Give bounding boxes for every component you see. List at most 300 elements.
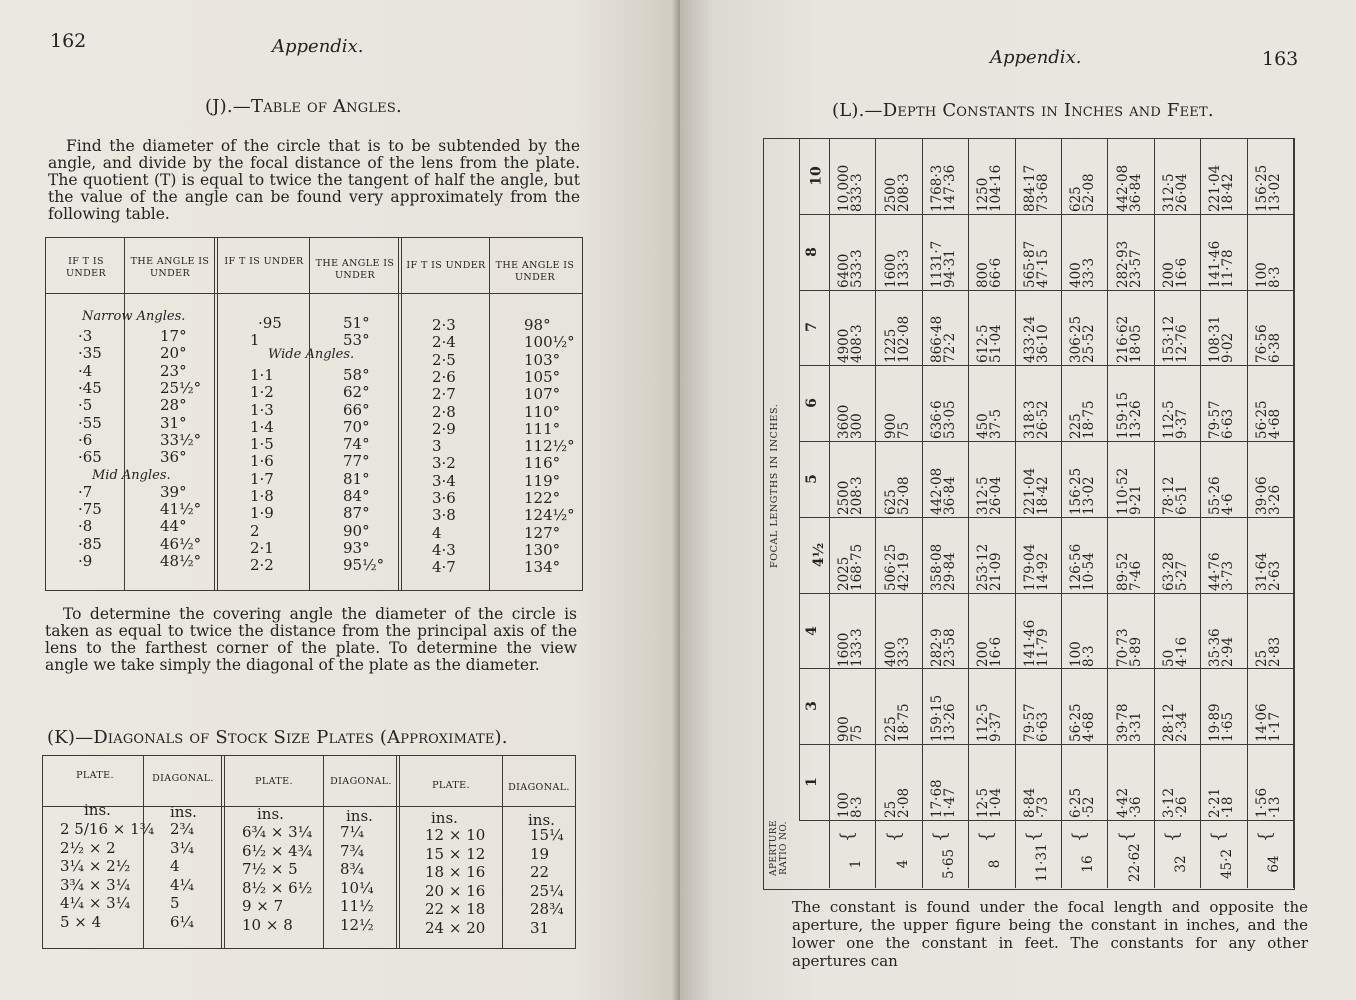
depth-constant — [838, 670, 866, 742]
t-value: ·4 — [78, 361, 93, 380]
angle-value: 31° — [160, 413, 187, 432]
depth-constant-feet: 52·08 — [1081, 173, 1098, 212]
depth-constant-feet: 10·54 — [1081, 552, 1098, 591]
angle-value: 122° — [524, 489, 561, 507]
plate-size: 5 × 4 — [60, 913, 102, 931]
t-value: 3·4 — [432, 471, 456, 490]
depth-constant — [1070, 519, 1098, 591]
angle-value: 66° — [343, 400, 370, 419]
angle-value: 77° — [343, 452, 370, 471]
depth-constant-inches: 31·64 — [1253, 552, 1270, 591]
depth-constant-feet: 8·3 — [1081, 645, 1098, 667]
depth-constant-inches: 156·25 — [1068, 467, 1085, 515]
t-value: 3·8 — [432, 506, 456, 525]
angle-value: 110° — [524, 402, 561, 421]
diagonal-value: 19 — [530, 844, 550, 863]
depth-constant — [882, 216, 913, 288]
angle-value: 84° — [343, 487, 370, 505]
section-k-title — [47, 727, 508, 748]
table-j-header: THE ANGLE IS UNDER — [495, 260, 575, 283]
depth-constant-inches: 358·08 — [929, 543, 945, 591]
depth-constant-feet: ·13 — [1266, 796, 1283, 819]
depth-constant-feet: 13·02 — [1266, 173, 1283, 212]
depth-constant-inches: 2025 — [836, 556, 853, 591]
t-value: ·8 — [78, 517, 93, 536]
depth-constant-inches: 612·5 — [975, 324, 992, 364]
depth-constant — [1163, 595, 1191, 667]
depth-constant — [1163, 746, 1191, 818]
focal-length-label: 8 — [803, 246, 820, 257]
category-narrow-angles: Narrow Angles. — [82, 309, 186, 324]
plate-size: 7½ × 5 — [242, 860, 298, 879]
depth-constant-inches: 450 — [975, 413, 992, 440]
diagonal-value: 12½ — [340, 916, 374, 934]
depth-constant-inches: 76·56 — [1253, 324, 1270, 364]
plate-size: 24 × 20 — [425, 919, 486, 937]
depth-constant-inches: 50 — [1161, 649, 1177, 667]
table-l-row-rule — [799, 517, 1293, 518]
angle-value: 70° — [343, 417, 370, 436]
depth-constant — [1163, 140, 1191, 212]
depth-constant-inches: 1225 — [882, 329, 899, 364]
depth-constant-feet: 29·84 — [942, 552, 958, 591]
t-value: 3 — [432, 437, 442, 456]
depth-constant-feet: 11·78 — [1220, 249, 1237, 288]
angle-value: 81° — [343, 469, 370, 488]
angle-value: 112½° — [524, 437, 575, 456]
table-k-divider — [502, 755, 503, 948]
depth-constant — [838, 140, 866, 212]
angle-value: 105° — [524, 367, 561, 386]
section-j-title — [205, 96, 402, 117]
depth-constant-inches: 225 — [1068, 413, 1085, 440]
depth-constant — [931, 367, 959, 439]
depth-constant — [1209, 519, 1237, 591]
t-value: 2·6 — [432, 367, 456, 386]
table-j-header: IF T IS UNDER — [406, 260, 486, 271]
depth-constant — [1114, 443, 1145, 515]
category-wide-angles: Wide Angles. — [268, 347, 355, 362]
k-units: ins. — [170, 803, 197, 821]
depth-constant — [1253, 291, 1284, 364]
depth-constant-inches: 25 — [882, 800, 899, 819]
aperture-ratio-value: 32 — [1173, 855, 1189, 873]
depth-constant-feet: 6·51 — [1174, 484, 1190, 515]
angle-value: 48½° — [160, 551, 202, 570]
depth-constant — [1021, 216, 1052, 288]
table-j-header: IF T IS UNDER — [224, 256, 304, 267]
aperture-ratio-value: 8 — [987, 859, 1004, 869]
depth-constant — [977, 519, 1005, 591]
k-units: ins. — [84, 801, 111, 819]
table-k-header-rule — [42, 806, 575, 807]
table-of-angles — [45, 237, 583, 591]
t-value: 1·2 — [250, 383, 274, 402]
section-j-prefix: (J).— — [205, 96, 251, 117]
k-units: ins. — [528, 811, 555, 829]
depth-constant — [1114, 367, 1145, 440]
depth-constant-inches: 70·73 — [1114, 627, 1131, 667]
angle-value: 87° — [343, 504, 370, 523]
angle-value: 124½° — [524, 506, 575, 525]
diagonal-value: 7¾ — [340, 841, 365, 860]
depth-constant-inches: 433·24 — [1021, 316, 1038, 364]
depth-constant — [1253, 140, 1284, 212]
plate-size: 4¼ × 3¼ — [60, 894, 131, 913]
depth-constant-feet: 9·37 — [1174, 409, 1190, 440]
table-k-header: PLATE. — [432, 780, 470, 791]
depth-constant-feet: 14·92 — [1034, 552, 1051, 591]
depth-constant — [838, 291, 866, 363]
table-l-row-rule — [799, 820, 1293, 821]
table-l-column-rule — [1154, 138, 1155, 888]
plate-size: 22 × 18 — [425, 900, 486, 919]
depth-constant-feet: 1·47 — [942, 788, 958, 819]
plate-size: 15 × 12 — [425, 844, 486, 863]
depth-constant — [1253, 746, 1284, 819]
depth-constant — [882, 670, 913, 743]
depth-constant-inches: 2·21 — [1207, 788, 1224, 819]
depth-constant-inches: 63·28 — [1161, 552, 1177, 591]
aperture-ratio-value: 22·62 — [1126, 843, 1143, 882]
angle-value: 17° — [160, 327, 187, 345]
category-mid-angles: Mid Angles. — [92, 468, 171, 483]
depth-constant-feet: 23·58 — [942, 627, 958, 667]
depth-constant-inches: 442·08 — [1114, 164, 1131, 212]
diagonal-value: 25¼ — [530, 881, 564, 900]
table-k-header: PLATE. — [255, 776, 293, 787]
page-number: 162 — [50, 30, 87, 52]
depth-constant-feet: 1·04 — [988, 788, 1005, 819]
depth-constant-inches: 14·06 — [1253, 703, 1270, 743]
depth-constant-inches: 56·25 — [1253, 400, 1270, 440]
depth-constant — [1253, 670, 1284, 743]
depth-constant-feet: 4·16 — [1174, 636, 1190, 667]
plate-size: 20 × 16 — [425, 881, 486, 900]
focal-length-label: 10 — [808, 166, 825, 186]
diagonal-value: 28¾ — [530, 900, 564, 919]
table-l-column-rule — [1293, 138, 1294, 888]
depth-constant-feet: 12·76 — [1174, 324, 1190, 364]
depth-constant-feet: 8·3 — [1266, 266, 1283, 288]
angle-value: 41½° — [160, 500, 202, 518]
t-value: ·9 — [78, 551, 93, 570]
table-l-column-rule — [922, 138, 923, 888]
focal-lengths-header: FOCAL LENGTHS IN INCHES. — [769, 403, 780, 568]
brace-glyph: { — [976, 830, 998, 843]
table-l-column-rule — [1015, 138, 1016, 888]
depth-constant — [1209, 443, 1237, 515]
table-l-row-rule — [799, 138, 1293, 139]
angle-value: 33½° — [160, 430, 202, 449]
plate-size: 6¾ × 3¼ — [242, 823, 313, 841]
depth-constant-feet: 53·05 — [942, 400, 958, 440]
table-l-row-rule — [799, 593, 1293, 594]
depth-constant-inches: 221·04 — [1207, 164, 1224, 212]
table-j-divider — [214, 237, 218, 590]
depth-constant-feet: 5·27 — [1174, 560, 1190, 591]
plate-size: 3¼ × 2½ — [60, 857, 131, 876]
depth-constant — [977, 670, 1005, 742]
depth-constant-inches: 2500 — [882, 177, 899, 212]
angle-value: 20° — [160, 344, 187, 363]
depth-constant-inches: 225 — [882, 716, 899, 743]
t-value: 1·9 — [250, 504, 274, 523]
depth-constant — [1114, 746, 1145, 819]
depth-constant — [977, 216, 1005, 288]
depth-constant — [1209, 216, 1237, 288]
focal-length-label: 7 — [803, 322, 820, 333]
depth-constant-feet: 13·26 — [1127, 400, 1144, 440]
t-value: ·75 — [78, 500, 102, 518]
depth-constant-feet: 33·3 — [895, 636, 912, 667]
depth-constant — [977, 595, 1005, 667]
angle-value: 93° — [343, 538, 370, 557]
depth-constant — [1114, 670, 1145, 743]
depth-constant-feet: 208·3 — [849, 476, 866, 515]
depth-constant-feet: 18·75 — [895, 703, 912, 743]
running-head: Appendix. — [272, 36, 364, 57]
focal-length-label: 1 — [803, 777, 820, 787]
angle-value: 111° — [524, 419, 561, 438]
depth-constant-inches: 200 — [1161, 261, 1177, 288]
depth-constant — [1021, 595, 1052, 667]
angle-value: 95½° — [343, 556, 385, 575]
t-value: 1·3 — [250, 400, 274, 419]
depth-constant — [1021, 670, 1052, 743]
depth-constant-inches: 159·15 — [929, 695, 945, 743]
aperture-ratio-value: 1 — [848, 859, 865, 869]
table-k-divider — [143, 755, 144, 948]
table-l-column-rule — [829, 138, 830, 888]
aperture-ratio-value: 11·31 — [1033, 843, 1050, 882]
depth-constant-inches: 100 — [836, 792, 853, 819]
table-l-header-rule — [799, 138, 800, 820]
depth-constant — [1209, 670, 1237, 742]
depth-constant-feet: 2·34 — [1174, 712, 1190, 743]
depth-constant — [1070, 140, 1098, 212]
depth-constant — [977, 746, 1005, 818]
depth-constant — [931, 140, 959, 212]
depth-constant-feet: 168·75 — [849, 543, 866, 591]
depth-constant-feet: 133·3 — [849, 627, 866, 667]
plate-size: 6½ × 4¾ — [242, 841, 313, 860]
depth-constant-inches: 19·89 — [1207, 703, 1224, 743]
depth-constant-feet: 73·68 — [1034, 173, 1051, 212]
depth-constant-feet: 47·15 — [1034, 249, 1051, 288]
depth-constant-feet: 9·21 — [1127, 484, 1144, 515]
depth-constant-inches: 78·12 — [1161, 476, 1177, 515]
section-j-intro: Find the diameter of the circle that is to be subtended by the angle, and divide by the focal distance of the lens from the plate. The quotient (T) is equal to twice the tangent of half the angle, but the value of the angle can be found very approximately from the following table. — [48, 137, 580, 223]
depth-constant-inches: 39·06 — [1253, 476, 1270, 515]
aperture-ratio-value: 16 — [1080, 855, 1097, 873]
table-k-header: DIAGONAL. — [152, 773, 214, 784]
depth-constant-feet: 6·38 — [1266, 333, 1283, 364]
depth-constant-feet: 21·09 — [988, 552, 1005, 591]
depth-constant-inches: 100 — [1253, 261, 1270, 288]
depth-constant-feet: 94·31 — [942, 249, 958, 288]
diagonal-value: 3¼ — [170, 838, 195, 857]
angle-value: 98° — [524, 316, 551, 334]
t-value: ·35 — [78, 344, 102, 363]
table-l-column-rule — [1247, 138, 1248, 888]
t-value: 1·5 — [250, 435, 274, 454]
depth-constant-feet: 4·68 — [1081, 712, 1098, 743]
angle-value: 103° — [524, 350, 561, 369]
depth-constant-inches: 79·57 — [1207, 400, 1224, 440]
depth-constant-feet: 9·02 — [1220, 333, 1237, 364]
diagonal-value: 15¼ — [530, 826, 564, 844]
brace-glyph: { — [837, 830, 859, 843]
focal-length-label: 4 — [803, 625, 820, 636]
depth-constant — [1070, 670, 1098, 742]
depth-constant-feet: 4·68 — [1266, 409, 1283, 440]
depth-constant — [931, 595, 959, 667]
depth-constant-feet: 36·84 — [1127, 173, 1144, 212]
t-value: 2·3 — [432, 316, 456, 334]
right-page — [680, 0, 1356, 1000]
brace-glyph: { — [1162, 830, 1184, 843]
depth-constant — [882, 291, 913, 364]
brace-glyph: { — [930, 830, 952, 843]
depth-constant — [1070, 595, 1098, 667]
depth-constant-feet: 3·73 — [1220, 560, 1237, 591]
table-k-header: PLATE. — [76, 770, 114, 781]
depth-constant-inches: 900 — [882, 413, 899, 440]
diagonal-value: 31 — [530, 919, 550, 937]
t-value: 2·5 — [432, 350, 456, 369]
brace-glyph: { — [1069, 830, 1091, 843]
depth-constant-feet: 33·3 — [1081, 257, 1098, 288]
depth-constant-feet: 2·08 — [895, 788, 912, 819]
depth-constant — [1253, 216, 1284, 288]
depth-constant — [1209, 367, 1237, 439]
depth-constant-feet: ·73 — [1034, 796, 1051, 819]
depth-constant-inches: 306·25 — [1068, 316, 1085, 364]
angle-value: 46½° — [160, 534, 202, 553]
table-j-header: THE ANGLE IS UNDER — [315, 258, 395, 281]
depth-constant-feet: 147·36 — [942, 164, 958, 212]
depth-constant-feet: 66·6 — [988, 257, 1005, 288]
section-j-after: To determine the covering angle the diameter of the circle is taken as equal to twice the distance from the principal axis of the lens to the farthest corner of the plate. To determine the view angle we take simply the diagonal of the plate as the diameter. — [45, 605, 577, 674]
depth-constant-feet: 37·5 — [988, 409, 1005, 440]
angle-value: 116° — [524, 454, 561, 473]
depth-constant-inches: 35·36 — [1207, 627, 1224, 667]
depth-constant-inches: 565·87 — [1021, 240, 1038, 288]
depth-constant-inches: 108·31 — [1207, 316, 1224, 364]
depth-constant-feet: 26·52 — [1034, 400, 1051, 440]
depth-constant-feet: 2·63 — [1266, 560, 1283, 591]
section-k-prefix: (K)— — [47, 727, 94, 748]
depth-constant-inches: 625 — [882, 489, 899, 515]
depth-constant-inches: 10,000 — [836, 164, 853, 212]
depth-constant — [977, 443, 1005, 515]
angle-value: 28° — [160, 396, 187, 415]
depth-constant-feet: 7·46 — [1127, 560, 1144, 591]
diagonal-value: 4 — [170, 857, 180, 876]
t-value: 3·2 — [432, 454, 456, 473]
depth-constant-inches: 4900 — [836, 329, 853, 364]
table-l-column-rule — [1107, 138, 1108, 888]
table-k-divider — [323, 755, 324, 948]
t-value: 2·4 — [432, 333, 456, 352]
depth-constant-inches: 282·9 — [929, 627, 945, 667]
depth-constant — [838, 443, 866, 515]
t-value: 4 — [432, 523, 442, 542]
depth-constant — [1114, 140, 1145, 212]
table-j-divider — [309, 237, 310, 590]
depth-constant — [1163, 443, 1191, 515]
t-value: ·3 — [78, 327, 93, 345]
t-value: 2·1 — [250, 538, 274, 557]
depth-constant-inches: 179·04 — [1021, 543, 1038, 591]
depth-constant — [838, 519, 866, 591]
depth-constant-feet: 13·02 — [1081, 476, 1098, 515]
t-value: 4·7 — [432, 558, 456, 577]
t-value: ·65 — [78, 448, 102, 467]
depth-constant-inches: 884·17 — [1021, 164, 1038, 212]
depth-constant-feet: 42·19 — [895, 552, 912, 591]
depth-constant-feet: 300 — [849, 413, 866, 440]
diagonal-value: 6¼ — [170, 913, 195, 931]
k-units: ins. — [346, 807, 373, 825]
aperture-ratio-value: 5·65 — [941, 848, 957, 880]
t-value: ·7 — [78, 482, 93, 501]
depth-constant-inches: 156·25 — [1253, 164, 1270, 212]
t-value: 2·8 — [432, 402, 456, 421]
depth-constant — [882, 443, 913, 515]
depth-constant-inches: 312·5 — [1161, 173, 1177, 212]
section-l-prefix: (L).— — [832, 100, 883, 121]
depth-constant — [1021, 291, 1052, 364]
depth-constant-feet: 133·3 — [895, 249, 912, 288]
depth-constant-feet: 18·42 — [1034, 476, 1051, 515]
t-value: ·5 — [78, 396, 93, 415]
t-value: ·55 — [78, 413, 102, 432]
depth-constant-inches: 100 — [1068, 640, 1085, 667]
depth-constant — [1209, 595, 1237, 667]
t-value: 1·4 — [250, 417, 274, 436]
table-l-column-rule — [1061, 138, 1062, 888]
depth-constant — [931, 443, 959, 515]
t-value: ·95 — [258, 314, 282, 332]
depth-constant — [1114, 291, 1145, 364]
depth-constant-feet: 11·79 — [1034, 627, 1051, 667]
depth-constant-feet: 3·31 — [1127, 712, 1144, 743]
plate-size: 10 × 8 — [242, 916, 293, 934]
angle-value: 25½° — [160, 378, 202, 397]
depth-constant — [882, 519, 913, 591]
depth-constant-inches: 6400 — [836, 253, 853, 288]
depth-constant-feet: 1·65 — [1220, 712, 1237, 743]
angle-value: 100½° — [524, 333, 575, 352]
depth-constant-inches: 1768·3 — [929, 164, 945, 212]
diagonal-value: 2¾ — [170, 820, 195, 838]
depth-constant-feet: 9·37 — [988, 712, 1005, 743]
table-l-column-rule — [968, 138, 969, 888]
angle-value: 51° — [343, 314, 370, 332]
depth-constant-feet: 2·83 — [1266, 636, 1283, 667]
depth-constant-inches: 1·56 — [1253, 788, 1270, 819]
table-j-header: IF T IS UNDER — [65, 256, 107, 279]
depth-constant-inches: 110·52 — [1114, 467, 1131, 515]
angle-value: 58° — [343, 365, 370, 384]
depth-constant — [1253, 367, 1284, 440]
depth-constant-inches: 25 — [1253, 649, 1270, 667]
depth-constant-inches: 866·48 — [929, 316, 945, 364]
depth-constant — [1114, 595, 1145, 667]
table-j-divider — [124, 237, 125, 590]
